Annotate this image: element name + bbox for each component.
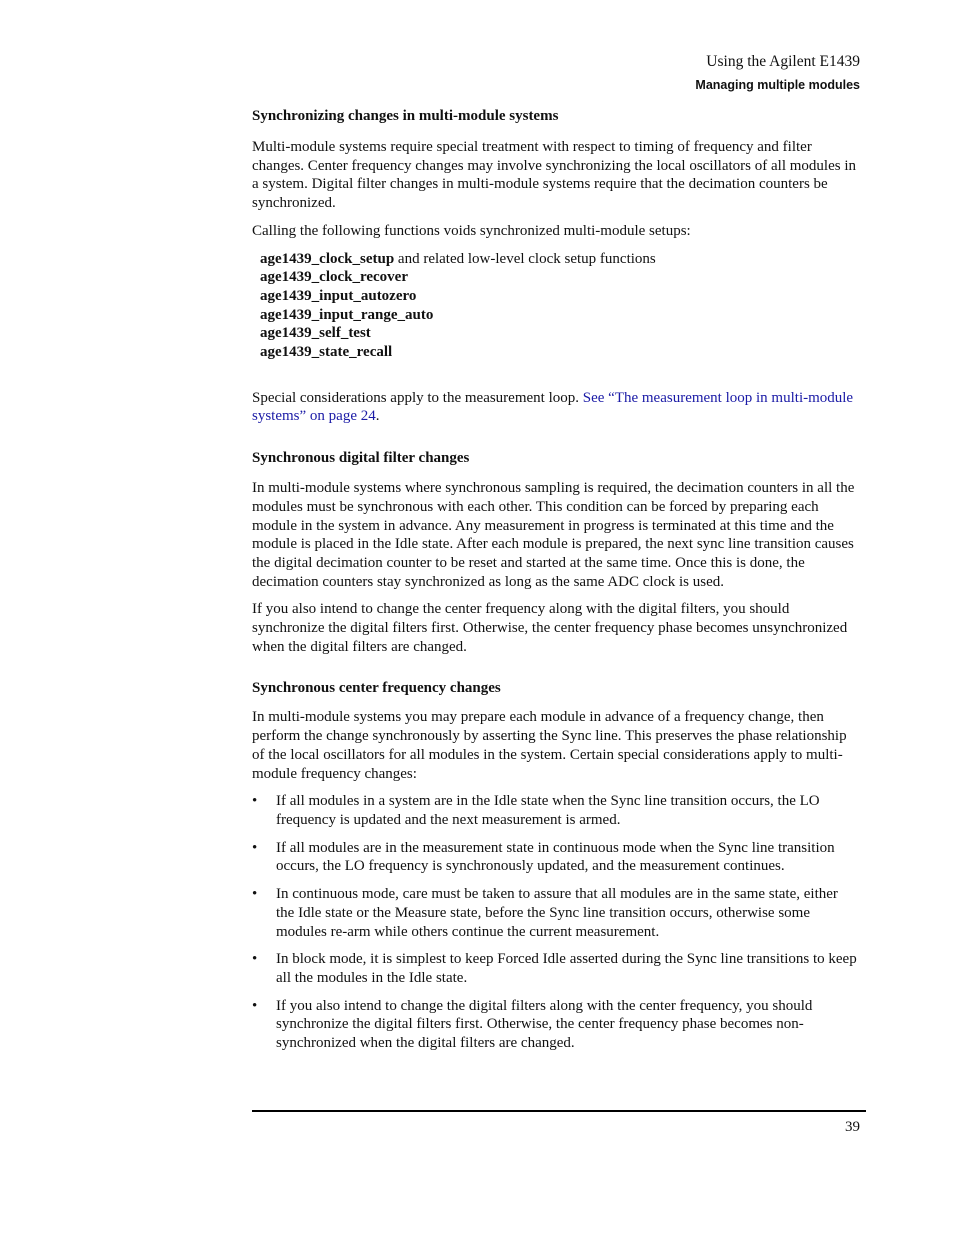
paragraph: In multi-module systems you may prepare each module in advance of a frequency change, then perform the change synchronously by asserting the Sync line. This preserves the phase relationship of the local oscillators for all modules in the system. Certain special considerations apply to multi-module frequency changes: xyxy=(252,709,847,782)
function-item xyxy=(260,306,858,325)
function-item xyxy=(260,324,858,343)
function-name: age1439_input_autozero xyxy=(260,287,417,304)
paragraph-text: . xyxy=(375,408,380,425)
list-item-text: If all modules are in the measurement state in continuous mode when the Sync line transition occurs, the LO frequency is synchronously updated, and the measurement continues. xyxy=(276,839,835,875)
function-name: age1439_state_recall xyxy=(260,344,393,361)
bullet-list xyxy=(252,792,858,1052)
function-item xyxy=(260,250,858,269)
function-name: age1439_clock_recover xyxy=(260,269,409,286)
list-item xyxy=(252,885,858,941)
paragraph-text: Special considerations apply to the measurement loop. xyxy=(252,389,583,406)
list-item-text: In continuous mode, care must be taken to assure that all modules are in the same state, either the Idle state or the Measure state, before the Sync line transition occurs, otherwise some modules re-arm while others continue the current measurement. xyxy=(276,886,838,940)
list-item xyxy=(252,950,858,987)
bullet-icon: • xyxy=(252,839,258,856)
section-heading-digital-filter: Synchronous digital filter changes xyxy=(252,450,470,467)
footer-divider xyxy=(252,1110,866,1112)
list-item xyxy=(252,839,858,876)
page-body xyxy=(252,107,858,1053)
function-item xyxy=(260,343,858,362)
function-note: and related low-level clock setup functions xyxy=(394,250,656,267)
list-item xyxy=(252,997,858,1053)
list-item-text: In block mode, it is simplest to keep Forced Idle asserted during the Sync line transitions to keep all the modules in the Idle state. xyxy=(276,951,857,986)
list-item xyxy=(252,792,858,829)
section-heading-sync-changes: Synchronizing changes in multi-module systems xyxy=(252,108,559,124)
paragraph: Calling the following functions voids synchronized multi-module setups: xyxy=(252,222,691,239)
list-item-text: If you also intend to change the digital filters along with the center frequency, you should synchronize the digital filters first. Otherwise, the center frequency phase becomes non-synchronized when the digital filters are changed. xyxy=(276,997,813,1052)
bullet-icon: • xyxy=(252,951,258,968)
paragraph: Multi-module systems require special treatment with respect to timing of frequency and filter changes. Center frequency changes may involve synchronizing the local oscillators of all modules in a system. Digital filter changes in multi-module systems require that the decimation counters be synchronized. xyxy=(252,139,856,212)
paragraph-with-link xyxy=(252,389,858,426)
function-name: age1439_self_test xyxy=(260,325,371,342)
function-list xyxy=(252,250,858,362)
function-item xyxy=(260,268,858,287)
cross-reference-link[interactable]: See “The measurement loop in multi-module systems” on page 24 xyxy=(252,389,854,425)
paragraph: If you also intend to change the center frequency along with the digital filters, you should synchronize the digital filters first. Otherwise, the center frequency phase becomes unsynchronized when the digital filters are changed. xyxy=(252,601,848,655)
function-item xyxy=(260,287,858,306)
running-header xyxy=(695,52,860,95)
bullet-icon: • xyxy=(252,793,258,810)
bullet-icon: • xyxy=(252,886,258,903)
list-item-text: If all modules in a system are in the Idle state when the Sync line transition occurs, the LO frequency is updated and the next measurement is armed. xyxy=(276,793,820,828)
header-title: Using the Agilent E1439 xyxy=(706,53,860,70)
header-section-title: Managing multiple modules xyxy=(695,78,860,92)
page-number: 39 xyxy=(845,1119,860,1135)
function-name: age1439_input_range_auto xyxy=(260,306,434,323)
section-heading-center-frequency: Synchronous center frequency changes xyxy=(252,680,501,697)
bullet-icon: • xyxy=(252,997,258,1014)
function-name: age1439_clock_setup xyxy=(260,250,395,267)
paragraph: In multi-module systems where synchronous sampling is required, the decimation counters in all the modules must be synchronous with each other. This condition can be forced by preparing each module in the system in advance. Any measurement in progress is terminated at this time and the module is placed in the Idle state. After each module is prepared, the next sync line transition causes the digital decimation counter to be reset and started at the same time. Once this is done, the decimation counters stay synchronized as long as the same ADC clock is used. xyxy=(252,480,855,590)
